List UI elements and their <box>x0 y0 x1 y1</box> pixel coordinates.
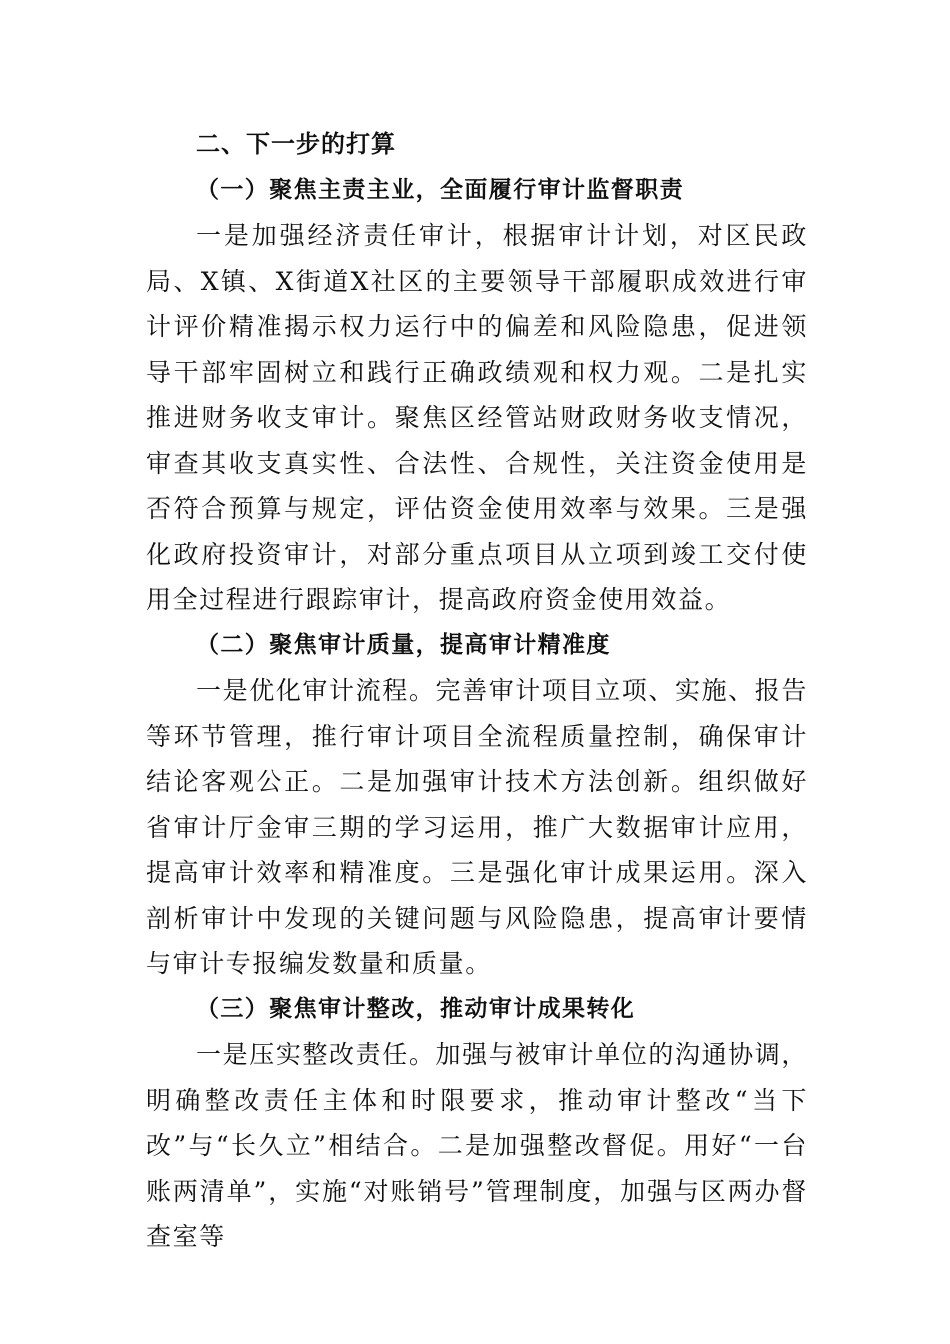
subsection-title-2: （二）聚焦审计质量，提高审计精准度 <box>196 631 611 658</box>
paragraph-1: 一是加强经济责任审计，根据审计计划，对区民政局、X镇、X街道X社区的主要领导干部履职成效进行审计评价精准揭示权力运行中的偏差和风险隐患，促进领导干部牢固树立和践行正确政绩观和权力观。二是扎实推进财务收支审计。聚焦区经管站财政财务收支情况，审查其收支真实性、合法性、合规性，关注资金使用是否符合预算与规定，评估资金使用效率与效果。三是强化政府投资审计，对部分重点项目从立项到竣工交付使用全过程进行跟踪审计，提高政府资金使用效益。 <box>146 221 808 614</box>
paragraph-2: 一是优化审计流程。完善审计项目立项、实施、报告等环节管理，推行审计项目全流程质量控制，确保审计结论客观公正。二是加强审计技术方法创新。组织做好省审计厅金审三期的学习运用，推广大数据审计应用，提高审计效率和精准度。三是强化审计成果运用。深入剖析审计中发现的关键问题与风险隐患，提高审计要情与审计专报编发数量和质量。 <box>146 676 808 978</box>
document-body <box>146 122 808 1260</box>
paragraph-3: 一是压实整改责任。加强与被审计单位的沟通协调，明确整改责任主体和时限要求，推动审计整改“当下改”与“长久立”相结合。二是加强整改督促。用好“一台账两清单”，实施“对账销号”管理制度，加强与区两办督查室等 <box>146 1040 808 1251</box>
section-title: 二、下一步的打算 <box>196 130 396 158</box>
subsection-title-1: （一）聚焦主责主业，全面履行审计监督职责 <box>196 176 684 203</box>
subsection-title-3: （三）聚焦审计整改，推动审计成果转化 <box>196 995 636 1022</box>
